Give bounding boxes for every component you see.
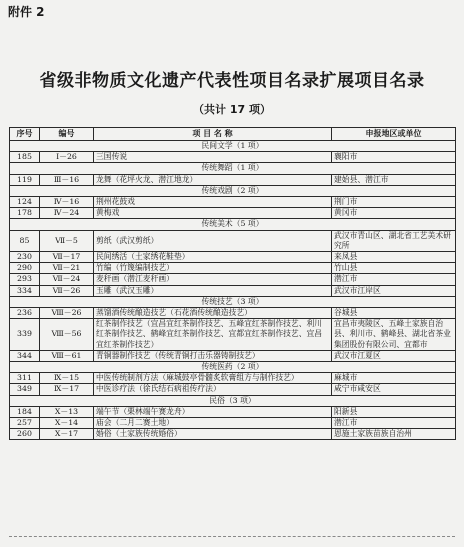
cell-region: 潜江市 [332,418,456,429]
header-seq: 序号 [10,128,40,141]
cell-code: Ⅳ－24 [40,208,94,219]
cell-project-name: 婚俗（土家族传统婚俗） [94,429,332,440]
category-label: 传统舞蹈（1 项） [10,163,456,174]
table-row [10,285,456,296]
table-row [10,384,456,395]
cell-code: Ⅷ－26 [40,308,94,319]
cell-seq: 185 [10,152,40,163]
cell-seq: 260 [10,429,40,440]
cell-region: 武汉市江夏区 [332,350,456,361]
table-row [10,208,456,219]
cell-code: Ⅲ－16 [40,174,94,185]
cell-project-name: 中医传统制剂方法（麻城鼓亭骨髓炙软膏组方与制作技艺） [94,373,332,384]
cell-project-name: 竹编（竹篾编制技艺） [94,263,332,274]
table-row [10,274,456,285]
cell-region: 竹山县 [332,263,456,274]
category-row [10,185,456,196]
cell-seq: 85 [10,230,40,251]
table-row [10,230,456,251]
table-row [10,373,456,384]
cell-project-name: 红茶制作技艺（宜昌宜红茶制作技艺、五峰宜红茶制作技艺、利川红茶制作技艺、鹤峰宜红茶制作技艺、宜都宜红茶制作技艺、宜昌宜红茶制作技艺） [94,319,332,351]
cell-region: 恩施土家族苗族自治州 [332,429,456,440]
cell-seq: 290 [10,263,40,274]
cell-region: 谷城县 [332,308,456,319]
cell-seq: 184 [10,406,40,417]
category-label: 民间文学（1 项） [10,141,456,152]
cell-project-name: 民间绣活（土家绣花鞋垫） [94,252,332,263]
cell-code: Ⅰ－26 [40,152,94,163]
table-row [10,252,456,263]
category-row [10,141,456,152]
cell-project-name: 剪纸（武汉剪纸） [94,230,332,251]
table-row [10,350,456,361]
cell-code: Ⅷ－61 [40,350,94,361]
cell-seq: 349 [10,384,40,395]
cell-region: 潜江市 [332,274,456,285]
cell-region: 建始县、潜江市 [332,174,456,185]
cell-code: Ⅹ－14 [40,418,94,429]
category-row [10,296,456,307]
annex-label: 附件 2 [8,5,45,19]
table-row [10,406,456,417]
cell-project-name: 端午节（栗林端午赛龙舟） [94,406,332,417]
cell-code: Ⅶ－5 [40,230,94,251]
table-row [10,319,456,351]
table-header-row [10,128,456,141]
cell-region: 襄阳市 [332,152,456,163]
document-title: 省级非物质文化遗产代表性项目名录扩展项目名录 [39,71,425,91]
cell-seq: 178 [10,208,40,219]
table-row [10,197,456,208]
cell-region: 荆门市 [332,197,456,208]
header-region: 申报地区或单位 [332,128,456,141]
cell-region: 麻城市 [332,373,456,384]
cell-project-name: 荆州花鼓戏 [94,197,332,208]
cell-project-name: 玉雕（武汉玉雕） [94,285,332,296]
cell-code: Ⅳ－16 [40,197,94,208]
cell-code: Ⅶ－26 [40,285,94,296]
cell-seq: 339 [10,319,40,351]
category-row [10,219,456,230]
cell-region: 来凤县 [332,252,456,263]
table-row [10,174,456,185]
cell-project-name: 龙舞（花坪火龙、潜江地龙） [94,174,332,185]
cell-code: Ⅷ－56 [40,319,94,351]
cell-seq: 334 [10,285,40,296]
cell-seq: 311 [10,373,40,384]
header-code: 编号 [40,128,94,141]
project-table [9,127,456,440]
table-row [10,429,456,440]
cell-region: 武汉市青山区、湖北省工艺美术研究所 [332,230,456,251]
cell-seq: 119 [10,174,40,185]
category-label: 传统美术（5 项） [10,219,456,230]
cell-seq: 293 [10,274,40,285]
table-row [10,263,456,274]
cell-region: 黄冈市 [332,208,456,219]
cell-code: Ⅹ－13 [40,406,94,417]
cell-code: Ⅶ－17 [40,252,94,263]
cell-seq: 124 [10,197,40,208]
document-subtitle: （共计 17 项） [193,103,271,116]
cell-region: 宜昌市夷陵区、五峰土家族自治县、利川市、鹤峰县、湖北省茶业集团股份有限公司、宜都市 [332,319,456,351]
category-label: 传统医药（2 项） [10,362,456,373]
cell-project-name: 青铜器制作技艺（传统青铜打击乐器铸制技艺） [94,350,332,361]
cell-code: Ⅹ－17 [40,429,94,440]
category-row [10,395,456,406]
category-label: 传统戏剧（2 项） [10,185,456,196]
cell-code: Ⅶ－21 [40,263,94,274]
cell-project-name: 庙会（二月二赛土地） [94,418,332,429]
cell-project-name: 中医诊疗法（徐氏结石病祖传疗法） [94,384,332,395]
cell-seq: 344 [10,350,40,361]
cell-code: Ⅸ－15 [40,373,94,384]
table-body [10,141,456,440]
cell-seq: 236 [10,308,40,319]
category-row [10,163,456,174]
table-row [10,152,456,163]
bottom-rule [9,536,455,537]
cell-code: Ⅸ－17 [40,384,94,395]
cell-project-name: 麦秆画（潜江麦秆画） [94,274,332,285]
cell-seq: 257 [10,418,40,429]
cell-project-name: 三国传说 [94,152,332,163]
cell-region: 阳新县 [332,406,456,417]
cell-project-name: 黄梅戏 [94,208,332,219]
category-label: 民俗（3 项） [10,395,456,406]
table-row [10,308,456,319]
cell-project-name: 蒸馏酒传统酿造技艺（石花酒传统酿造技艺） [94,308,332,319]
cell-region: 咸宁市咸安区 [332,384,456,395]
header-project: 项 目 名 称 [94,128,332,141]
category-label: 传统技艺（3 项） [10,296,456,307]
cell-seq: 230 [10,252,40,263]
category-row [10,362,456,373]
table-row [10,418,456,429]
cell-code: Ⅶ－24 [40,274,94,285]
cell-region: 武汉市江岸区 [332,285,456,296]
